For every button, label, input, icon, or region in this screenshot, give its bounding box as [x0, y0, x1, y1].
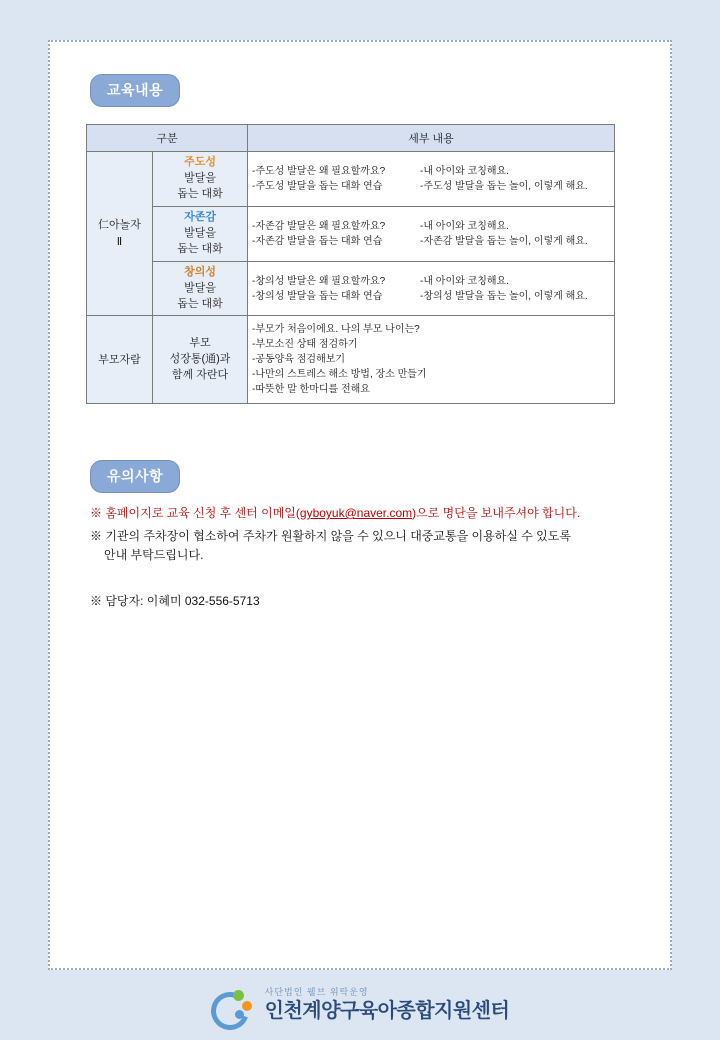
- table-row: [87, 316, 615, 404]
- detail-item: -내 아이와 코칭해요.: [420, 165, 509, 177]
- table-head: [87, 125, 615, 152]
- notice-text-b: )으로 명단을 보내주셔야 합니다.: [412, 506, 581, 520]
- education-table: [86, 124, 615, 404]
- detail-item: -공동양육 점검해보기: [252, 354, 346, 366]
- detail-item: -나만의 스트레스 해소 방법, 장소 만들기: [252, 369, 427, 381]
- table-body: [87, 152, 615, 404]
- subject-keyword: 창의성: [184, 265, 216, 278]
- table-header-row: [87, 125, 615, 152]
- table-cell-subject-4: 부모 성장통(通)과 함께 자란다: [153, 316, 248, 404]
- notice-item-parking: [90, 527, 635, 565]
- table-cell-subject-3: 창의성 발달을 돕는 대화: [153, 261, 248, 316]
- notice-section-tag-wrap: [90, 460, 180, 493]
- detail-item: -부모가 처음이에요. 나의 부모 나이는?: [252, 324, 420, 336]
- table-cell-subject-2: 자존감 발달을 돕는 대화: [153, 206, 248, 261]
- table-cell-category-1: 仁아놀자 Ⅱ: [87, 152, 153, 316]
- table-row: [87, 206, 615, 261]
- notice-item-contact: ※ 담당자: 이혜미 032-556-5713: [90, 593, 260, 608]
- education-section-tag: 교육내용: [90, 74, 180, 107]
- notice-item-email: [90, 504, 635, 523]
- footer-title: 인천계양구육아종합지원센터: [264, 999, 510, 1022]
- subject-keyword: 주도성: [184, 156, 216, 168]
- education-section-tag-wrap: [90, 74, 180, 107]
- notice-text-line: ※ 기관의 주차장이 협소하여 주차가 원활하지 않을 수 있으니 대중교통을 이용하실 수 있도록: [90, 529, 571, 544]
- table-cell-detail-2: [248, 206, 615, 261]
- table-row: [87, 261, 615, 316]
- notice-text-a: ※ 홈페이지로 교육 신청 후 센터 이메일(: [90, 506, 300, 520]
- subject-keyword: 자존감: [184, 210, 216, 223]
- footer: [0, 988, 720, 1027]
- email-link[interactable]: gyboyuk@naver.com: [299, 506, 413, 520]
- detail-item: -내 아이와 코칭해요.: [420, 220, 509, 232]
- detail-item: -내 아이와 코칭해요.: [420, 275, 509, 287]
- table-cell-detail-3: [248, 261, 615, 316]
- notice-section-tag: 유의사항: [90, 460, 180, 493]
- table-cell-detail-1: [248, 152, 615, 207]
- document-page: [48, 40, 672, 970]
- detail-item: -창의성 발달은 왜 필요할까요?: [252, 275, 386, 287]
- detail-item: -창의성 발달을 돕는 놀이, 이렇게 해요.: [420, 290, 588, 302]
- footer-subtitle: 사단법인 웰브 위탁운영: [264, 987, 369, 998]
- detail-item: -자존감 발달을 돕는 놀이, 이렇게 해요.: [420, 235, 588, 247]
- detail-item: -주도성 발달을 돕는 대화 연습: [252, 180, 383, 192]
- detail-item: -따뜻한 말 한마디를 전해요: [252, 384, 370, 396]
- table-cell-subject-1: 주도성 발달을 돕는 대화: [153, 152, 248, 207]
- detail-item: -자존감 발달은 왜 필요할까요?: [252, 220, 386, 232]
- center-logo-icon: [211, 988, 257, 1022]
- table-header-detail: 세부 내용: [248, 125, 615, 152]
- detail-item: -주도성 발달은 왜 필요할까요?: [252, 165, 386, 177]
- detail-item: -창의성 발달을 돕는 대화 연습: [252, 290, 383, 302]
- table-row: [87, 152, 615, 207]
- notice-text-line-cont: 안내 부탁드립니다.: [104, 548, 204, 563]
- table-header-category: 구분: [87, 125, 248, 152]
- table-cell-category-2: 부모자람: [87, 316, 153, 404]
- notice-list: [90, 504, 635, 615]
- detail-item: -주도성 발달을 돕는 놀이, 이렇게 해요.: [420, 180, 588, 192]
- detail-item: -자존감 발달을 돕는 대화 연습: [252, 235, 383, 247]
- table-cell-detail-4: [248, 316, 615, 404]
- detail-item: -부모소진 상태 점검하기: [252, 339, 358, 351]
